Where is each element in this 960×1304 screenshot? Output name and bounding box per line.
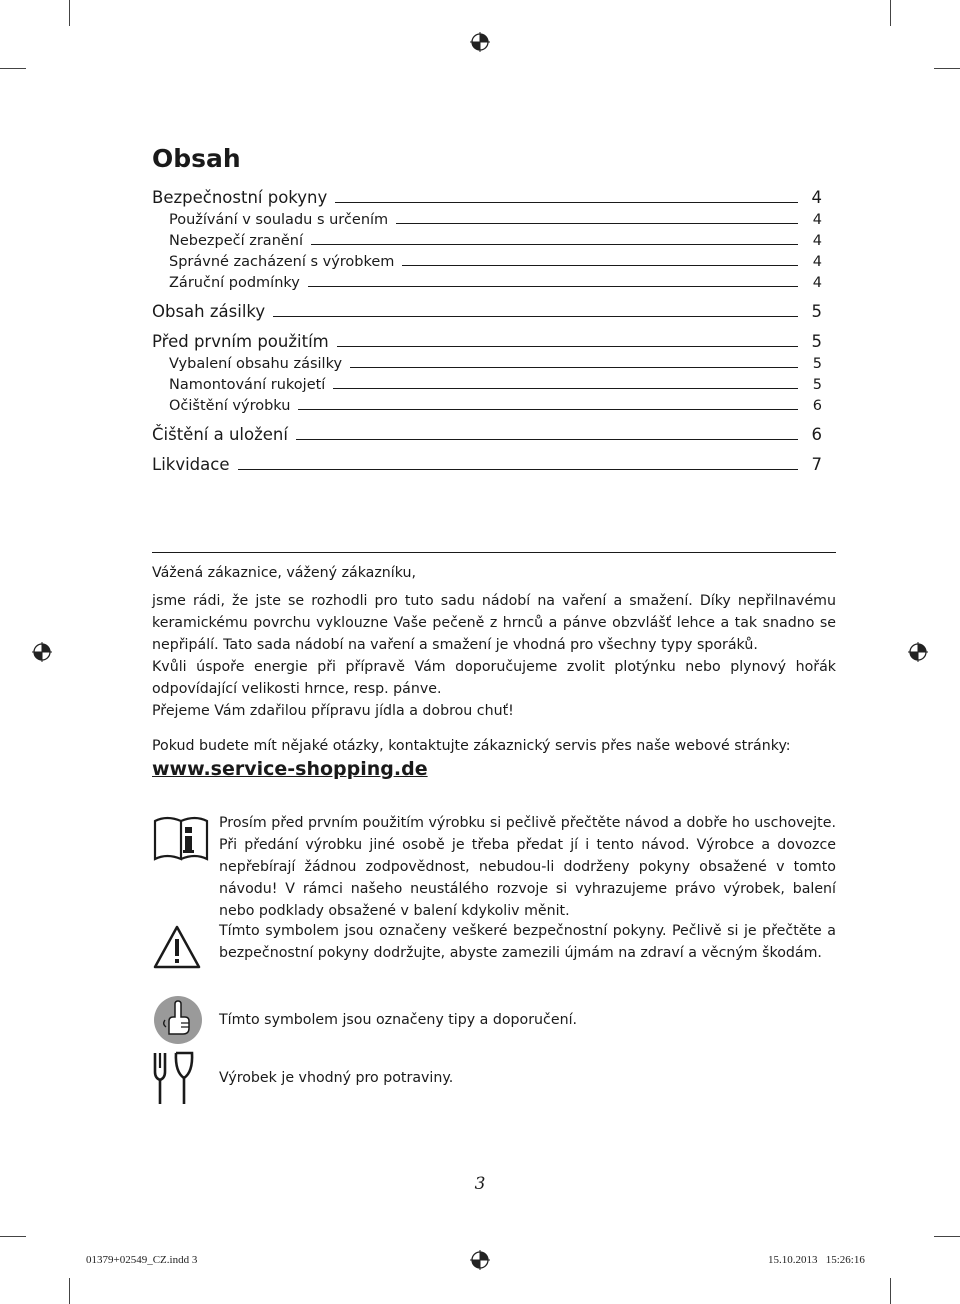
registration-mark-icon xyxy=(32,642,52,662)
page-title: Obsah xyxy=(152,144,241,173)
toc-label: Bezpečnostní pokyny xyxy=(152,188,328,207)
toc-page: 5 xyxy=(812,356,822,372)
intro-paragraph: Přejeme Vám zdařilou přípravu jídla a dobrou chuť! xyxy=(152,703,514,719)
toc-page: 7 xyxy=(811,455,822,474)
toc-entry[interactable] xyxy=(152,270,822,291)
notice-paragraph: Tímto symbolem jsou označeny veškeré bezpečnostní pokyny. Pečlivě si je přečtěte a bezpečnostní pokyny dodržujte, abyste zamezili újmám na zdraví a věcným škodám. xyxy=(219,923,836,961)
notice-text xyxy=(219,812,836,922)
toc-page: 5 xyxy=(811,302,822,321)
toc-page: 4 xyxy=(812,275,822,291)
crop-mark xyxy=(0,68,26,69)
intro-text xyxy=(152,562,836,722)
intro-paragraph: jsme rádi, že jste se rozhodli pro tuto sadu nádobí na vaření a smažení. Díky nepřilnavému keramickému povrchu vyklouzne Vaše pečeně z hrnců a pánve obzvlášť lehce a tak snadno se nepřipálí. Tato sada nádobí na vaření a smažení je vhodná pro všechny typy sporáků. xyxy=(152,593,836,653)
slug-filename: 01379+02549_CZ.indd 3 xyxy=(86,1254,198,1266)
toc-page: 4 xyxy=(812,254,822,270)
crop-mark xyxy=(890,1278,891,1304)
warning-triangle-icon xyxy=(152,924,202,970)
greeting: Vážená zákaznice, vážený zákazníku, xyxy=(152,565,417,581)
toc-label: Před prvním použitím xyxy=(152,332,329,351)
toc-entry[interactable] xyxy=(152,422,822,444)
notice-paragraph: Tímto symbolem jsou označeny tipy a doporučení. xyxy=(219,1012,578,1028)
toc-label: Správné zacházení s výrobkem xyxy=(169,254,395,270)
service-website-link[interactable]: www.service-shopping.de xyxy=(152,758,428,780)
toc-label: Vybalení obsahu zásilky xyxy=(169,356,343,372)
toc-entry[interactable] xyxy=(152,452,822,474)
intro-paragraph: Kvůli úspoře energie při přípravě Vám doporučujeme zvolit plotýnku nebo plynový hořák odpovídající velikosti hrnce, resp. pánve. xyxy=(152,659,836,697)
toc-page: 6 xyxy=(812,398,822,414)
toc-page: 4 xyxy=(812,233,822,249)
toc-label: Nebezpečí zranění xyxy=(169,233,304,249)
toc-entry[interactable] xyxy=(152,249,822,270)
toc-label: Používání v souladu s určením xyxy=(169,212,389,228)
toc-entry[interactable] xyxy=(152,351,822,372)
toc-label: Čištění a uložení xyxy=(152,425,288,444)
crop-mark xyxy=(934,1236,960,1237)
toc-page: 4 xyxy=(812,212,822,228)
toc-entry[interactable] xyxy=(152,329,822,351)
toc-label: Očištění výrobku xyxy=(169,398,291,414)
crop-mark xyxy=(69,0,70,26)
toc-entry[interactable] xyxy=(152,185,822,207)
toc-entry[interactable] xyxy=(152,228,822,249)
toc-page: 5 xyxy=(811,332,822,351)
registration-mark-icon xyxy=(908,642,928,662)
crop-mark xyxy=(934,68,960,69)
crop-mark xyxy=(890,0,891,26)
toc-page: 5 xyxy=(812,377,822,393)
registration-mark-icon xyxy=(470,32,490,52)
toc-label: Namontování rukojetí xyxy=(169,377,326,393)
toc-page: 4 xyxy=(811,188,822,207)
notice-text xyxy=(219,1009,836,1031)
notice-text xyxy=(219,920,836,964)
notice-text xyxy=(219,1067,836,1089)
toc-label: Likvidace xyxy=(152,455,230,474)
section-divider xyxy=(152,552,836,553)
toc-label: Obsah zásilky xyxy=(152,302,266,321)
toc-entry[interactable] xyxy=(152,299,822,321)
toc-entry[interactable] xyxy=(152,207,822,228)
notice-paragraph: Výrobek je vhodný pro potraviny. xyxy=(219,1070,454,1086)
food-safe-icon xyxy=(152,1050,196,1106)
toc-entry[interactable] xyxy=(152,372,822,393)
crop-mark xyxy=(69,1278,70,1304)
notice-paragraph: Prosím před prvním použitím výrobku si pečlivě přečtěte návod a dobře ho uschovejte. Při předání výrobku jiné osobě je třeba předat jí i tento návod. Výrobce a dovozce nepřebírají žádnou zodpovědnost, nebudou-li dodrženy pokyny obsažené v tomto návodu! V rámci našeho neustálého rozvoje si vyhrazujeme právo výrobek, balení nebo podklady obsažené v balení kdykoliv měnit. xyxy=(219,815,836,919)
table-of-contents xyxy=(152,185,822,474)
toc-entry[interactable] xyxy=(152,393,822,414)
registration-mark-icon xyxy=(470,1250,490,1270)
toc-label: Záruční podmínky xyxy=(169,275,300,291)
hand-tip-icon xyxy=(152,994,204,1046)
crop-mark xyxy=(0,1236,26,1237)
slug-date: 15.10.2013 15:26:16 xyxy=(768,1254,865,1266)
manual-info-icon xyxy=(152,813,210,863)
toc-page: 6 xyxy=(811,425,822,444)
page-number: 3 xyxy=(474,1174,486,1194)
contact-text: Pokud budete mít nějaké otázky, kontaktujte zákaznický servis přes naše webové stránky: xyxy=(152,738,791,754)
